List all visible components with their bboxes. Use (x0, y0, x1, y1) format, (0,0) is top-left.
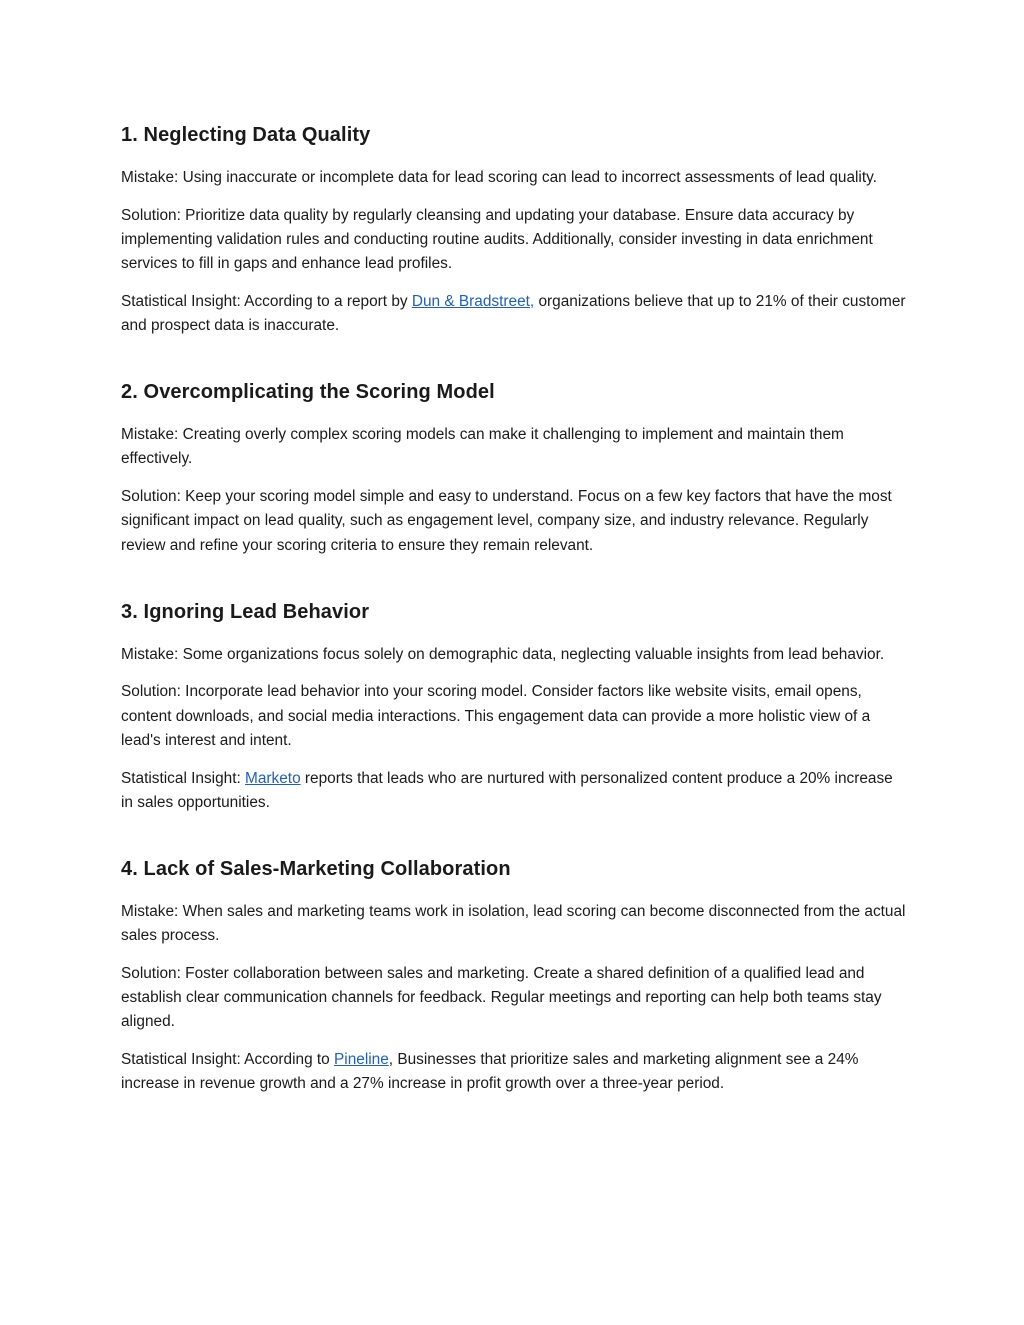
insight-suffix: , Businesses that prioritize sales and marketing alignment see a 24% increase in revenue growth and a 27% increase in profit growth over a three-year period. (121, 1050, 859, 1093)
insight-prefix: Statistical Insight: (121, 769, 246, 787)
solution-paragraph: Solution: Keep your scoring model simple and easy to understand. Focus on a few key factors that have the most significant impact on lead quality, such as engagement level, company size, and industry relevance. Regularly review and refine your scoring criteria to ensure they remain relevant. (121, 488, 892, 554)
insight-suffix: reports that leads who are nurtured with personalized content produce a 20% increase in sales opportunities. (121, 769, 893, 811)
mistake-paragraph: Mistake: Using inaccurate or incomplete data for lead scoring can lead to incorrect assessments of lead quality. (121, 169, 877, 186)
section-scoring-model (121, 378, 906, 558)
insight-prefix: Statistical Insight: According to a report by (121, 292, 412, 310)
mistake-paragraph: Mistake: Some organizations focus solely on demographic data, neglecting valuable insights from lead behavior. (121, 645, 885, 663)
solution-paragraph: Solution: Incorporate lead behavior into your scoring model. Consider factors like website visits, email opens, content downloads, and social media interactions. This engagement data can provide a more holistic view of a lead's interest and intent. (121, 683, 871, 749)
statistical-insight-paragraph (121, 290, 906, 338)
solution-paragraph: Solution: Foster collaboration between sales and marketing. Create a shared definition of a qualified lead and establish clear communication channels for feedback. Regular meetings and reporting can help both teams stay aligned. (121, 964, 882, 1031)
solution-paragraph: Solution: Prioritize data quality by regularly cleansing and updating your database. Ensure data accuracy by implementing validation rules and conducting routine audits. Additionally, consider investing in data enrichment services to fill in gaps and enhance lead profiles. (121, 206, 873, 273)
section-heading: 1. Neglecting Data Quality (121, 124, 371, 146)
mistake-paragraph: Mistake: Creating overly complex scoring models can make it challenging to implement and maintain them effectively. (121, 426, 844, 468)
dun-bradstreet-link[interactable]: Dun & Bradstreet, (411, 292, 535, 310)
pineline-link[interactable]: Pineline (334, 1050, 389, 1068)
insight-suffix: organizations believe that up to 21% of their customer and prospect data is inaccurate. (121, 292, 906, 335)
section-lead-behavior (121, 598, 906, 815)
section-heading: 2. Overcomplicating the Scoring Model (121, 381, 495, 404)
marketo-link[interactable]: Marketo (245, 769, 301, 787)
section-heading: 4. Lack of Sales-Marketing Collaboration (121, 857, 511, 880)
section-heading: 3. Ignoring Lead Behavior (121, 600, 370, 623)
section-data-quality (121, 121, 906, 338)
statistical-insight-paragraph (121, 1048, 906, 1096)
section-sales-marketing (121, 855, 906, 1096)
statistical-insight-paragraph (121, 767, 906, 815)
mistake-paragraph: Mistake: When sales and marketing teams work in isolation, lead scoring can become disconnected from the actual sales process. (121, 902, 906, 945)
insight-prefix: Statistical Insight: According to (121, 1050, 335, 1068)
